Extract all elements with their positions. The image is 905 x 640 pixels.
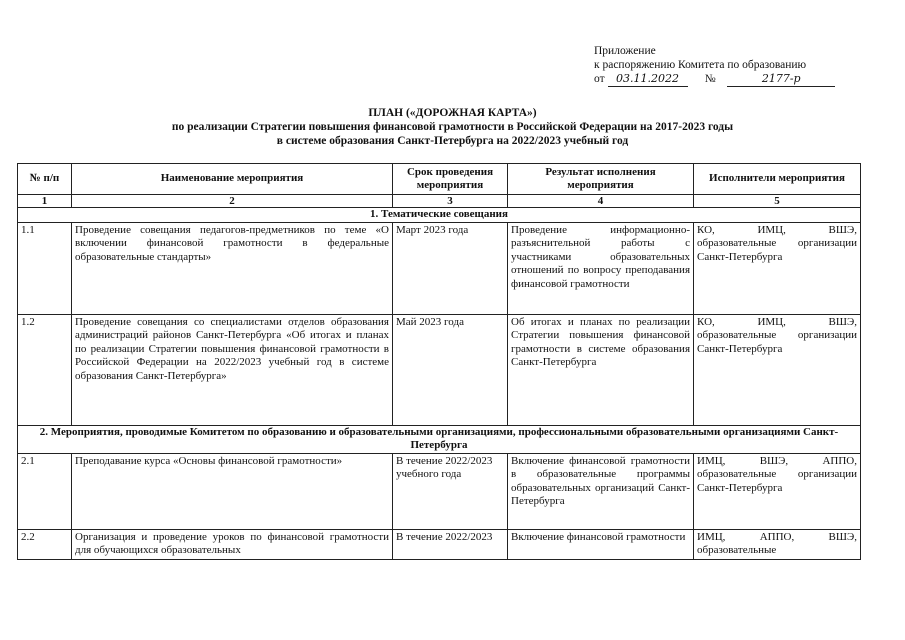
table-row — [18, 453, 861, 529]
appendix-order-ref: к распоряжению Комитета по образованию — [594, 59, 807, 71]
row-result: Включение финансовой грамотности — [508, 529, 694, 559]
appendix-title: Приложение — [594, 45, 656, 57]
row-executors: КО, ИМЦ, ВШЭ, образовательные организации Санкт-Петербурга — [694, 314, 861, 425]
title-line-2: по реализации Стратегии повышения финансовой грамотности в Российской Федерации на 2017-2023 годы — [171, 121, 734, 133]
section-title: 1. Тематические совещания — [18, 208, 861, 223]
header-term: Срок проведения мероприятия — [393, 164, 508, 195]
section-row — [18, 425, 861, 453]
title-line-1: ПЛАН («ДОРОЖНАЯ КАРТА») — [368, 107, 537, 119]
appendix-block — [594, 44, 835, 87]
section-row — [18, 208, 861, 223]
row-name: Проведение совещания педагогов-предметников по теме «О включении финансовой грамотности в федеральные образовательные стандарты» — [72, 222, 393, 314]
title-line-3: в системе образования Санкт-Петербурга на 2022/2023 учебный год — [276, 135, 629, 147]
col-number: 2 — [72, 195, 393, 208]
col-number: 4 — [508, 195, 694, 208]
document-title — [0, 106, 905, 148]
table-row — [18, 222, 861, 314]
row-term: Май 2023 года — [393, 314, 508, 425]
number-signature: 2177-р — [727, 72, 835, 87]
col-number: 1 — [18, 195, 72, 208]
table-row — [18, 314, 861, 425]
header-executors: Исполнители мероприятия — [694, 164, 861, 195]
column-numbers-row — [18, 195, 861, 208]
row-num: 2.1 — [18, 453, 72, 529]
row-term: В течение 2022/2023 — [393, 529, 508, 559]
row-num: 2.2 — [18, 529, 72, 559]
col-number: 3 — [393, 195, 508, 208]
row-term: Март 2023 года — [393, 222, 508, 314]
row-result: Включение финансовой грамотности в образовательные программы образовательных организаций Санкт-Петербурга — [508, 453, 694, 529]
header-result: Результат исполнения мероприятия — [508, 164, 694, 195]
appendix-date-line — [594, 72, 835, 87]
row-num: 1.1 — [18, 222, 72, 314]
from-label: от — [594, 73, 605, 85]
row-result: Проведение информационно-разъяснительной работы с участниками образовательных отношений по вопросу преподавания финансовой грамотности — [508, 222, 694, 314]
row-executors: КО, ИМЦ, ВШЭ, образовательные организации Санкт-Петербурга — [694, 222, 861, 314]
row-executors: ИМЦ, ВШЭ, АППО, образовательные организации Санкт-Петербурга — [694, 453, 861, 529]
date-signature: 03.11.2022 — [608, 72, 688, 87]
row-name: Преподавание курса «Основы финансовой грамотности» — [72, 453, 393, 529]
col-number: 5 — [694, 195, 861, 208]
header-name: Наименование мероприятия — [72, 164, 393, 195]
header-num: № п/п — [18, 164, 72, 195]
row-result: Об итогах и планах по реализации Стратегии повышения финансовой грамотности в системе образования Санкт-Петербурга — [508, 314, 694, 425]
plan-table — [17, 163, 861, 560]
row-name: Проведение совещания со специалистами отделов образования администраций районов Санкт-Петербурга «Об итогах и планах по реализации Стратегии повышения финансовой грамотности в Российской Федерации на 2022/2023 учебный год в системе образования Санкт-Петербурга» — [72, 314, 393, 425]
row-num: 1.2 — [18, 314, 72, 425]
table-row — [18, 529, 861, 559]
row-term: В течение 2022/2023 учебного года — [393, 453, 508, 529]
table-header-row — [18, 164, 861, 195]
row-name: Организация и проведение уроков по финансовой грамотности для обучающихся образовательных — [72, 529, 393, 559]
section-title: 2. Мероприятия, проводимые Комитетом по образованию и образовательными организациями, профессиональными образовательными организациями Санкт-Петербурга — [18, 425, 861, 453]
row-executors: ИМЦ, АППО, ВШЭ, образовательные — [694, 529, 861, 559]
number-label: № — [704, 73, 716, 85]
